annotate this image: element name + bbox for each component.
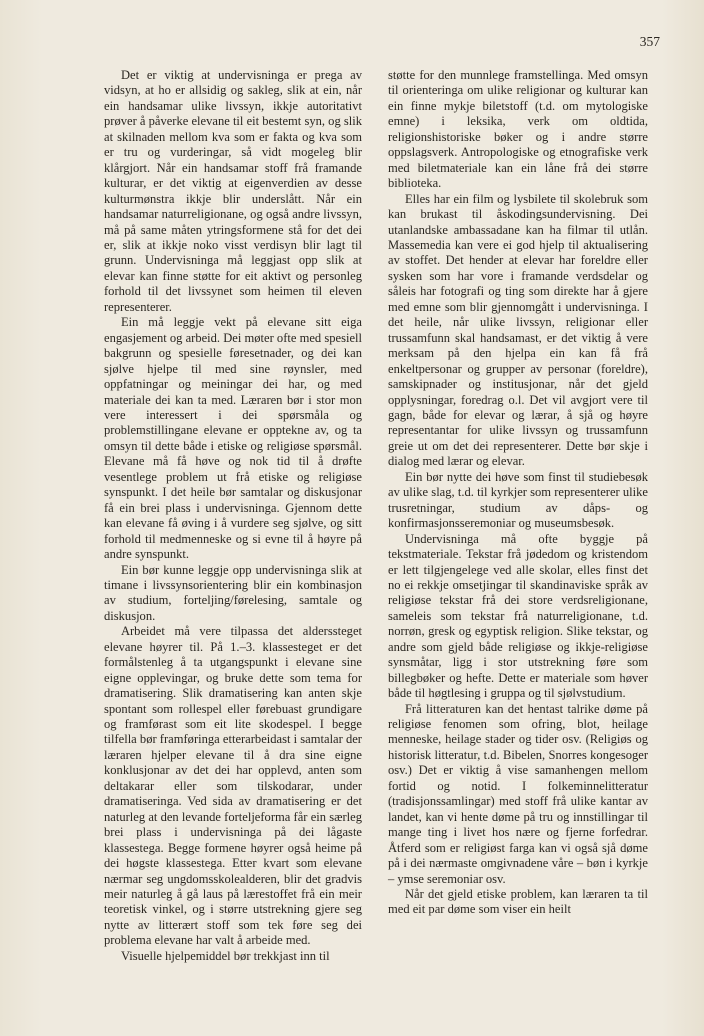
paragraph: Ein må leggje vekt på elevane sitt eiga engasjement og arbeid. Dei møter ofte med spesiell bakgrunn og spesielle føresetnader, og dei kan sjølve hjelpe til med sine røynsler, med oppfatningar og meiningar dei har, og med materiale dei kan ta med. Læraren bør i stor mon vere interessert i dei spørsmåla og problemstillingane elevane er opptekne av, og ta omsyn til dette både i etiske og religiøse spørsmål. Elevane må få høve og nok tid til å drøfte vesentlege problem ut frå etiske og religiøse synspunkt. I det heile bør samtalar og diskusjonar få ein brei plass i undervisninga. Gjennom dette kan elevane få øving i å vurdere seg sjølve, og sitt forhold til medmenneske og si evne til å høyre på andre synspunkt. <box>104 315 362 562</box>
paragraph: Det er viktig at undervisninga er prega av vidsyn, at ho er allsidig og sakleg, slik at ein, når ein handsamar ulike livssyn, ikkje autoritativt prøver å påverke elevane til eit bestemt syn, og slik at skilnaden mellom kva som er fakta og kva som er tru og vurderingar, så vidt mogeleg blir klårgjort. Når ein handsamar stoff frå framande kulturar, er det viktig at eigenverdien av desse kulturmønstra ikkje blir underslått. Når ein handsamar naturreligionane, og også andre livssyn, må på same måten ytringsformene stå for det dei er, slik at ikkje noko visst verdisyn blir lagt til grunn. Undervisninga må leggjast opp slik at elevar kan finne støtte for eit aktivt og personleg forhold til det livssynet som heimen til eleven representerer. <box>104 68 362 314</box>
page-number: 357 <box>639 34 660 49</box>
paragraph: Elles har ein film og lysbilete til skolebruk som kan brukast til åskodingsundervisning. Dei utanlandske ambassadane kan ha filmar til utlån. Massemedia kan vere ei god hjelp til aktualisering av stoffet. Det hender at elevar har foreldre eller sysken som har vore i framande verdsdelar og såleis har fotografi og ting som direkte har å gjere med emne som blir gjennomgått i undervisninga. I det heile, når ulike livssyn, religionar eller trussamfunn skal handsamast, er det viktig å vere merksam på den hjelpa ein kan få frå enkeltpersonar og grupper av personar (foreldre), samskipnader og institusjonar, når det gjeld opplysningar, foredrag o.l. Det vil avgjort vere til gagn, både for elevar og lærar, å sjå og høyre representantar for ulike livssyn og trussamfunn greie ut om det dei representerer. Dette bør skje i dialog med lærar og elevar. <box>388 191 648 469</box>
paragraph: Undervisninga må ofte byggje på tekstmateriale. Tekstar frå jødedom og kristendom er lett tilgjengelege ved alle skolar, elles finst det no ei rekkje omsetjingar til skandinaviske språk av religiøse tekstar frå dei store verdsreligionane, sameleis som tekstar frå naturreligionane, t.d. norrøn, gresk og egyptisk religion. Slike tekstar, og andre som gjeld både religiøse og ikkje-religiøse synsmåtar, ligg i stor utstrekning føre som billegbøker og hefte. Dette er materiale som høver både til høgtlesing i gruppa og til sjølvstudium. <box>388 531 648 701</box>
paragraph: Når det gjeld etiske problem, kan læraren ta til med eit par døme som viser ein heilt <box>388 887 648 917</box>
paragraph: Visuelle hjelpemiddel bør trekkjast inn til <box>120 948 330 963</box>
paragraph: Ein bør nytte dei høve som finst til studiebesøk av ulike slag, t.d. til kyrkjer som representerer ulike trusretningar, studium av dåps- og konfirmasjonsseremoniar og museumsbesøk. <box>388 469 648 531</box>
paragraph: Frå litteraturen kan det hentast talrike døme på religiøse fenomen som ofring, blot, heilage menneske, heilage stader og tider osv. (Religiøs og historisk litteratur, t.d. Bibelen, Snorres kongesoger osv.) Det er viktig å vise samanhengen mellom fortid og notid. I folkeminnelitteratur (tradisjonssamlingar) med stoff frå ulike kantar av landet, kan vi hente døme på tru og innstillingar til mange ting i livet hos nære og fjerne forfedrar. Åtferd som er religiøst farga kan vi også sjå døme på i dei nærmaste omgivnadene våre – bøn i kyrkje – ymse seremoniar osv. <box>388 701 648 886</box>
paragraph: Arbeidet må vere tilpassa det alderssteget elevane høyrer til. På 1.–3. klassesteget er det formålstenleg å ta utgangspunkt i elevane sine eigne opplevingar, og bruke dette som tema for dramatisering. Slik dramatisering kan anten skje spontant som rollespel eller førebuast grundigare og framførast som eit lite skodespel. I begge tilfella bør framføringa etterarbeidast i samtalar der læraren hjelper elevane til å dra sine eigne konklusjonar av det dei har opplevd, anten som deltakarar eller som tilskodarar, under dramatiseringa. Ved sida av dramatisering er det naturleg at den levande forteljeforma får ein særleg brei plass i undervisninga på dei lågaste klassestega. Begge formene høyrer også heime på dei høgste klassestega. Etter kvart som elevane nærmar seg ungdomsskolealderen, blir det gradvis meir naturleg å gå laus på lærestoffet frå ein meir teoretisk vinkel, og i større utstrekning gjere seg nytte av litterært stoff som tek føre seg dei problema elevane har valt å arbeide med. <box>104 624 362 948</box>
paragraph-continued: støtte for den munnlege framstellinga. Med omsyn til orienteringa om ulike religionar og kulturar kan ein finne mykje biletstoff (t.d. om mytologiske emne) i leksika, verk om oldtida, religionshistoriske bøker og i andre større oppslagsverk. Antropologiske og etnografiske verk med biletmateriale kan ein låne frå dei større biblioteka. <box>388 68 648 191</box>
right-column <box>388 68 648 918</box>
left-column <box>104 68 362 964</box>
paragraph: Ein bør kunne leggje opp undervisninga slik at timane i livssynsorientering blir ein kombinasjon av studium, forteljing/førelesing, samtale og diskusjon. <box>104 562 362 623</box>
